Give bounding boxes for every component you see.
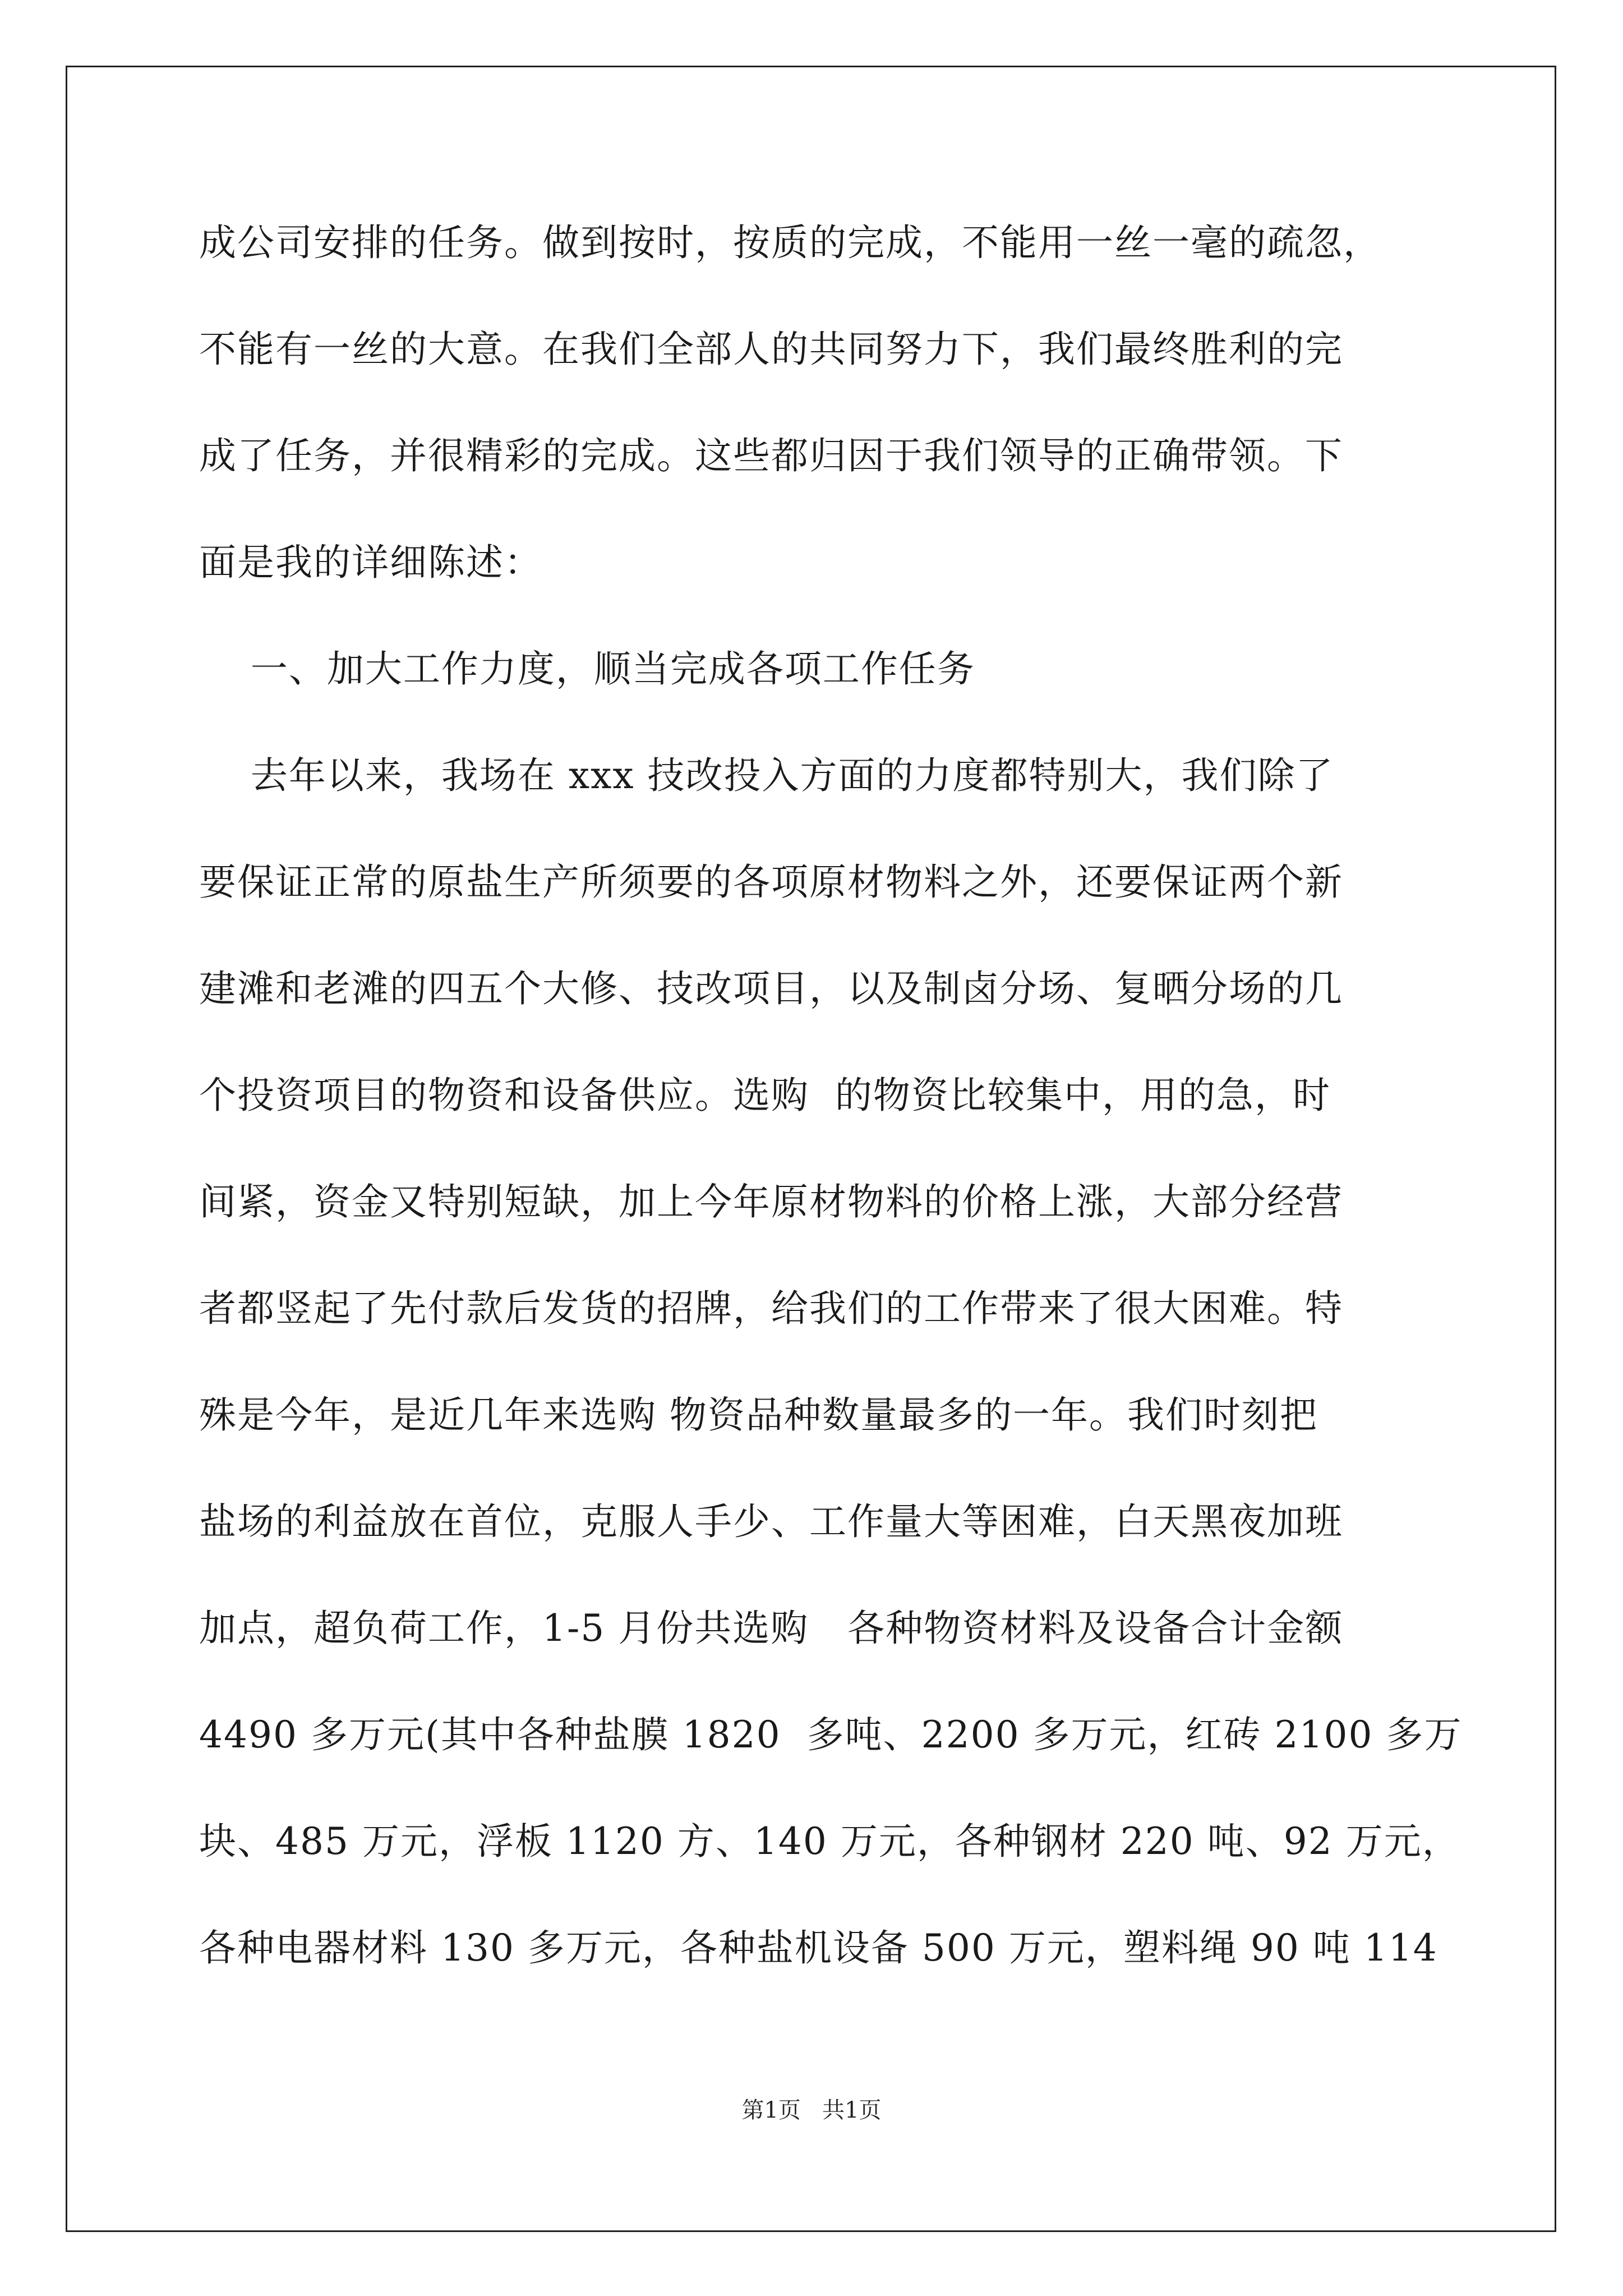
page-number-footer: 第1页 共1页 — [741, 2097, 882, 2123]
text-line: 间紧，资金又特别短缺，加上今年原材物料的价格上涨，大部分经营 — [199, 1180, 1343, 1223]
section-heading: 一、加大工作力度，顺当完成各项工作任务 — [199, 647, 975, 691]
text-line: 不能有一丝的大意。在我们全部人的共同努力下，我们最终胜利的完 — [199, 328, 1343, 371]
text-line: 加点，超负荷工作，1-5 月份共选购 各种物资材料及设备合计金额 — [199, 1607, 1344, 1650]
document-body — [199, 190, 1463, 2001]
text-line: 成公司安排的任务。做到按时，按质的完成，不能用一丝一毫的疏忽， — [199, 221, 1381, 264]
text-line: 盐场的利益放在首位，克服人手少、工作量大等困难，白天黑夜加班 — [199, 1500, 1343, 1543]
text-line: 个投资项目的物资和设备供应。选购 的物资比较集中，用的急，时 — [199, 1074, 1331, 1117]
text-line: 殊是今年，是近几年来选购 物资品种数量最多的一年。我们时刻把 — [199, 1393, 1318, 1437]
text-line: 面是我的详细陈述： — [199, 541, 542, 584]
text-line: 去年以来，我场在 xxx 技改投入方面的力度都特别大，我们除了 — [199, 754, 1334, 797]
text-line: 块、485 万元，浮板 1120 方、140 万元，各种钢材 220 吨、92 万元， — [199, 1820, 1460, 1863]
text-line: 各种电器材料 130 多万元，各种盐机设备 500 万元，塑料绳 90 吨 114 — [199, 1926, 1438, 1970]
text-line: 4490 多万元(其中各种盐膜 1820 多吨、2200 多万元，红砖 2100 多万 — [199, 1713, 1463, 1756]
text-line: 者都竖起了先付款后发货的招牌，给我们的工作带来了很大困难。特 — [199, 1287, 1343, 1330]
text-line: 建滩和老滩的四五个大修、技改项目，以及制卤分场、复晒分场的几 — [199, 967, 1343, 1010]
text-line: 要保证正常的原盐生产所须要的各项原材物料之外，还要保证两个新 — [199, 861, 1343, 904]
text-line: 成了任务，并很精彩的完成。这些都归因于我们领导的正确带领。下 — [199, 434, 1343, 477]
